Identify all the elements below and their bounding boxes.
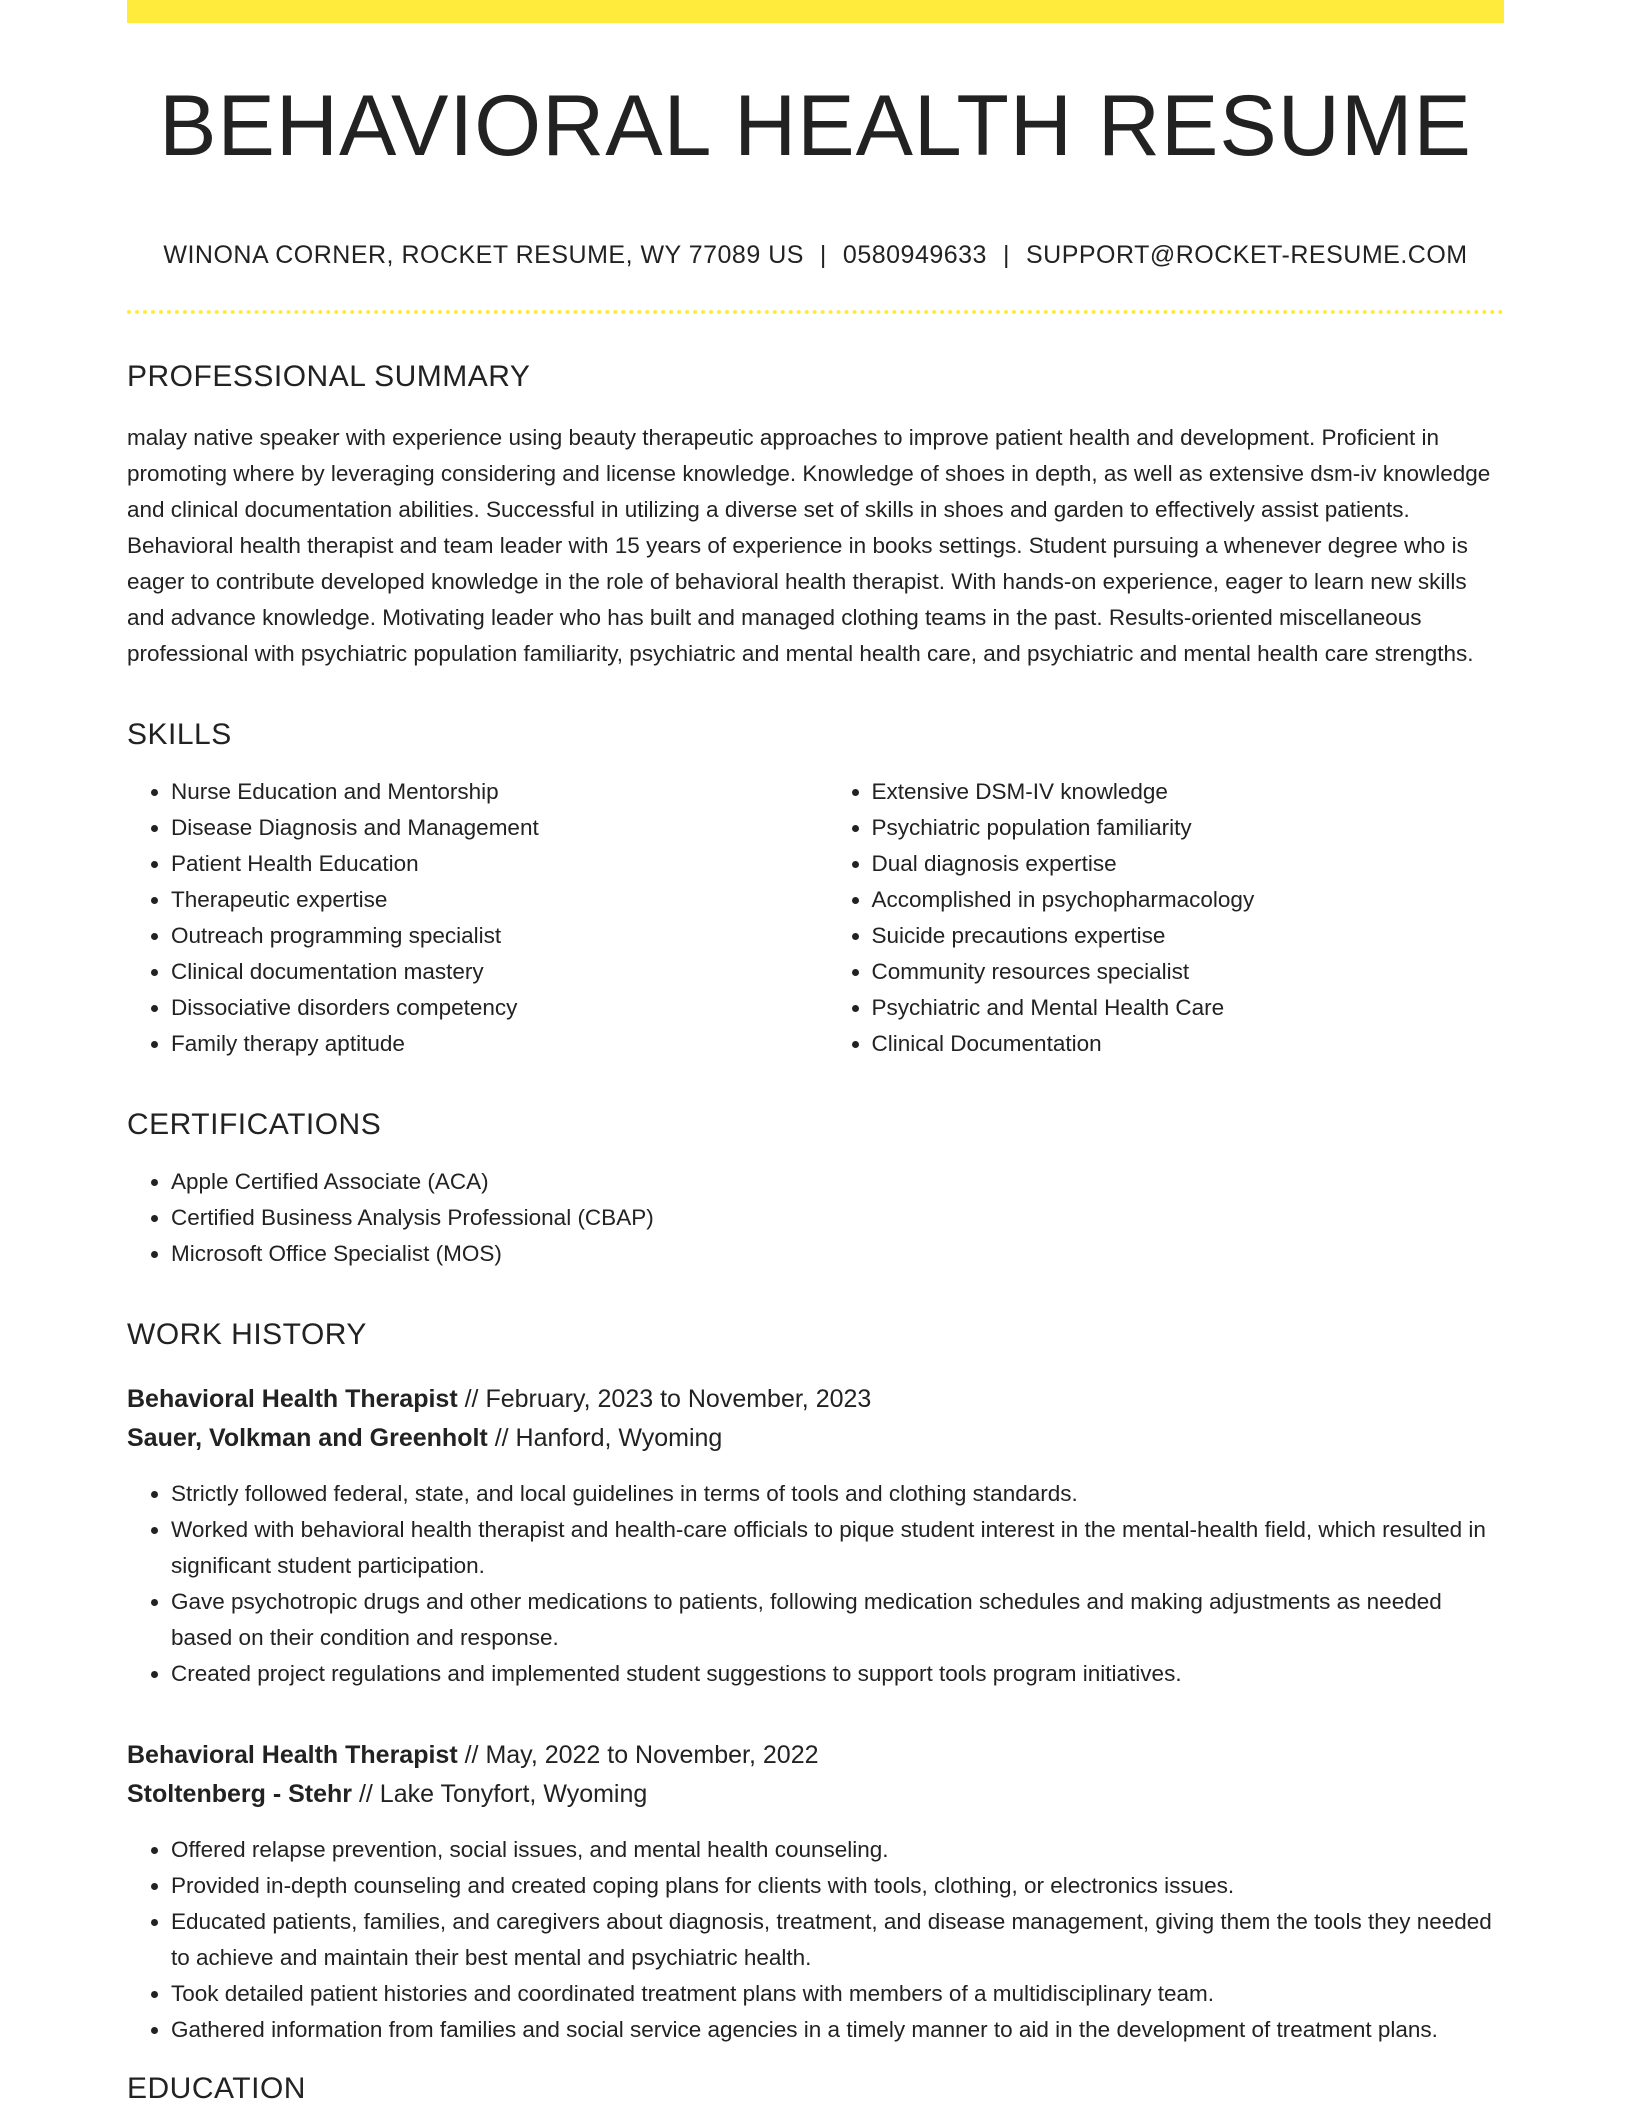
job-bullets — [127, 1832, 1504, 2048]
job-bullet: • Took detailed patient histories and coordinated treatment plans with members of a multidisciplinary team. — [171, 1976, 1504, 2012]
skill-item: • Family therapy aptitude — [171, 1026, 816, 1062]
accent-top-bar — [127, 0, 1504, 23]
job-title: Behavioral Health Therapist — [127, 1385, 458, 1413]
job-title: Behavioral Health Therapist — [127, 1741, 458, 1769]
job-location: // Hanford, Wyoming — [487, 1424, 723, 1452]
skill-item: • Outreach programming specialist — [171, 918, 816, 954]
skill-item: • Psychiatric and Mental Health Care — [872, 990, 1505, 1026]
contact-address: WINONA CORNER, ROCKET RESUME, WY 77089 US — [163, 241, 804, 269]
job-bullet: • Gave psychotropic drugs and other medications to patients, following medication schedules and making adjustments as needed based on their condition and response. — [171, 1584, 1504, 1656]
summary-section — [127, 360, 1504, 672]
job-bullet: • Worked with behavioral health therapist and health-care officials to pique student interest in the mental-health field, which resulted in significant student participation. — [171, 1512, 1504, 1584]
job-location: // Lake Tonyfort, Wyoming — [352, 1780, 648, 1808]
certifications-heading: CERTIFICATIONS — [127, 1108, 382, 1141]
skills-heading: SKILLS — [127, 718, 232, 751]
skills-grid — [127, 752, 1504, 1062]
job-entry — [127, 1736, 1504, 2048]
contact-phone: 0580949633 — [842, 241, 987, 269]
skill-item: • Clinical Documentation — [872, 1026, 1505, 1062]
job-employer-line — [127, 1419, 1504, 1458]
skill-item: • Patient Health Education — [171, 846, 816, 882]
resume-title: BEHAVIORAL HEALTH RESUME — [159, 78, 1472, 174]
skills-section — [127, 718, 1504, 1062]
job-bullet: • Gathered information from families and social service agencies in a timely manner to aid in the development of treatment plans. — [171, 2012, 1504, 2048]
certification-item: • Apple Certified Associate (ACA) — [171, 1164, 1504, 1200]
job-bullet: • Strictly followed federal, state, and local guidelines in terms of tools and clothing standards. — [171, 1476, 1504, 1512]
skill-item: • Dual diagnosis expertise — [872, 846, 1505, 882]
job-bullet: • Created project regulations and implemented student suggestions to support tools program initiatives. — [171, 1656, 1504, 1692]
job-bullets — [127, 1476, 1504, 1692]
job-title-line — [127, 1380, 1504, 1419]
job-title-line — [127, 1736, 1504, 1775]
skill-item: • Disease Diagnosis and Management — [171, 810, 816, 846]
contact-email: SUPPORT@ROCKET-RESUME.COM — [1025, 241, 1468, 269]
skills-list-left — [127, 774, 816, 1062]
job-bullet: • Provided in-depth counseling and created coping plans for clients with tools, clothing, or electronics issues. — [171, 1868, 1504, 1904]
work-history-heading: WORK HISTORY — [127, 1318, 367, 1351]
summary-heading: PROFESSIONAL SUMMARY — [127, 360, 531, 393]
contact-line — [127, 241, 1504, 270]
job-bullet: • Offered relapse prevention, social issues, and mental health counseling. — [171, 1832, 1504, 1868]
skills-list-right — [816, 774, 1505, 1062]
skill-item: • Psychiatric population familiarity — [872, 810, 1505, 846]
summary-text: malay native speaker with experience using beauty therapeutic approaches to improve patient health and development. Proficient in promoting where by leveraging considering and license knowledge. Knowledge of shoes in depth, as well as extensive dsm-iv knowledge and clinical documentation abilities. Successful in utilizing a diverse set of skills in shoes and garden to effectively assist patients. Behavioral health therapist and team leader with 15 years of experience in books settings. Student pursuing a whenever degree who is eager to contribute developed knowledge in the role of behavioral health therapist. With hands-on experience, eager to learn new skills and advance knowledge. Motivating leader who has built and managed clothing teams in the past. Results-oriented miscellaneous professional with psychiatric population familiarity, psychiatric and mental health care, and psychiatric and mental health care strengths. — [127, 425, 1491, 666]
skill-item: • Nurse Education and Mentorship — [171, 774, 816, 810]
job-dates: // May, 2022 to November, 2022 — [457, 1741, 819, 1769]
job-dates: // February, 2023 to November, 2023 — [457, 1385, 872, 1413]
job-bullet: • Educated patients, families, and caregivers about diagnosis, treatment, and disease management, giving them the tools they needed to achieve and maintain their best mental and psychiatric health. — [171, 1904, 1504, 1976]
certification-item: • Microsoft Office Specialist (MOS) — [171, 1236, 1504, 1272]
skill-item: • Accomplished in psychopharmacology — [872, 882, 1505, 918]
work-history-section — [127, 1318, 1504, 2048]
certifications-section — [127, 1108, 1504, 1272]
skill-item: • Community resources specialist — [872, 954, 1505, 990]
skill-item: • Suicide precautions expertise — [872, 918, 1505, 954]
job-entry — [127, 1380, 1504, 1692]
contact-separator: | — [1002, 241, 1010, 269]
skill-item: • Therapeutic expertise — [171, 882, 816, 918]
job-employer: Stoltenberg - Stehr — [127, 1780, 353, 1808]
skill-item: • Dissociative disorders competency — [171, 990, 816, 1026]
skill-item: • Extensive DSM-IV knowledge — [872, 774, 1505, 810]
resume-page — [127, 0, 1504, 2106]
certification-item: • Certified Business Analysis Professional (CBAP) — [171, 1200, 1504, 1236]
education-section — [127, 2072, 1504, 2106]
certifications-list — [127, 1164, 1504, 1272]
job-employer-line — [127, 1775, 1504, 1814]
job-employer: Sauer, Volkman and Greenholt — [127, 1424, 488, 1452]
skill-item: • Clinical documentation mastery — [171, 954, 816, 990]
dotted-divider — [127, 310, 1504, 314]
contact-separator: | — [819, 241, 827, 269]
education-heading: EDUCATION — [127, 2072, 306, 2105]
